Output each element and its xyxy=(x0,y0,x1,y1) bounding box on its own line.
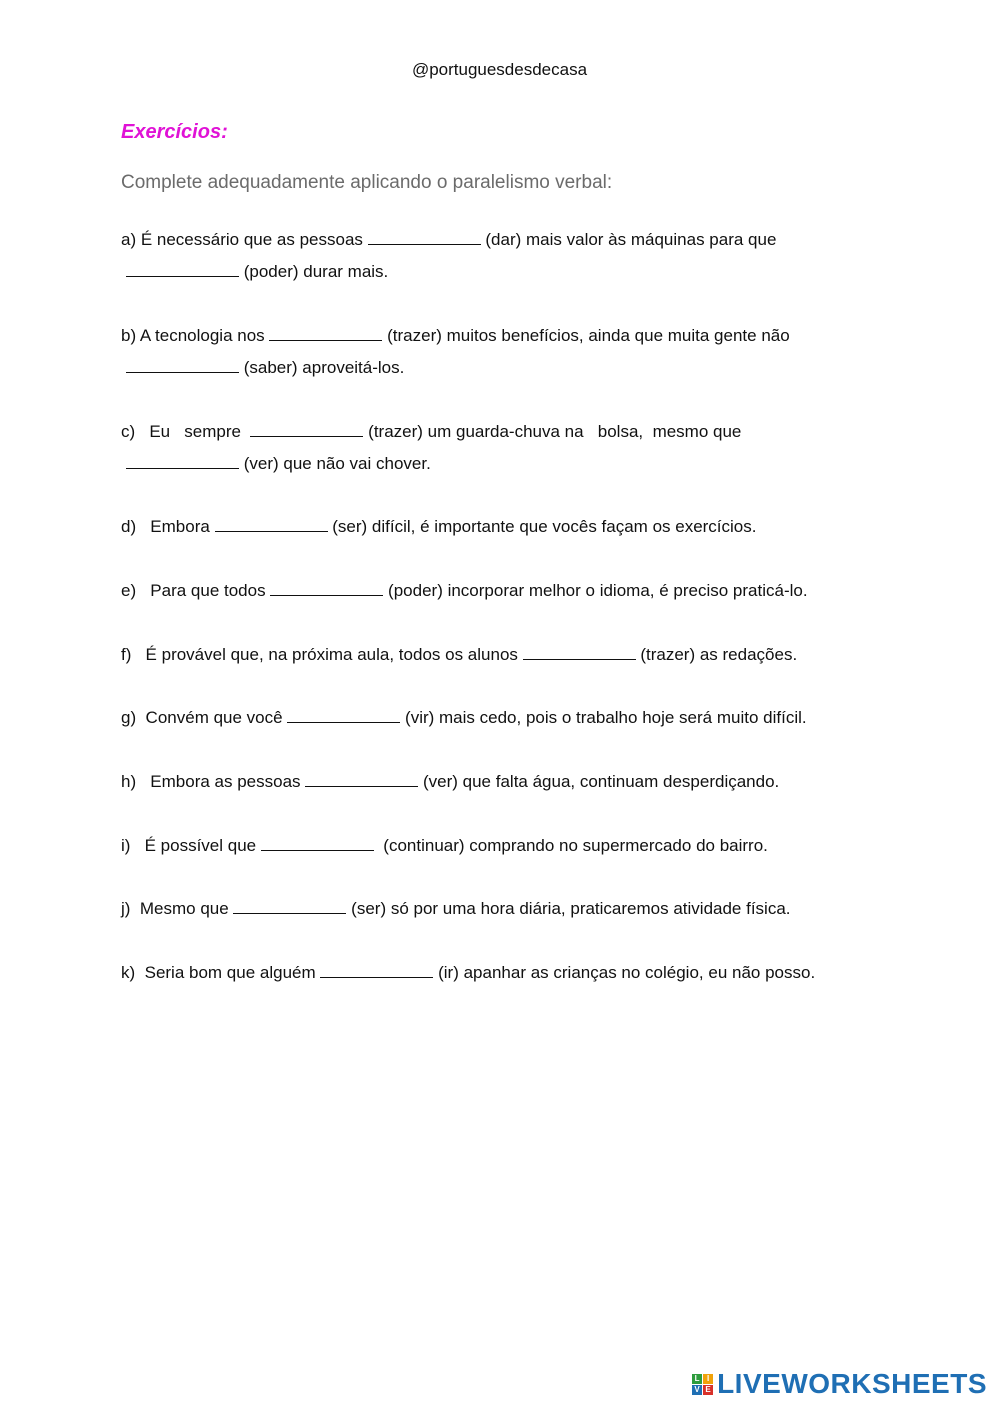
blank-d[interactable] xyxy=(215,517,328,532)
exercise-e-text-2: (poder) incorporar melhor o idioma, é preciso praticá-lo. xyxy=(383,581,808,600)
section-title: Exercícios: xyxy=(121,121,228,143)
blank-a-2[interactable] xyxy=(126,262,239,277)
blank-c-1[interactable] xyxy=(250,422,363,437)
exercise-b-text: b) A tecnologia nos xyxy=(121,326,270,345)
exercise-j xyxy=(121,899,791,919)
exercise-h-text-2: (ver) que falta água, continuam desperdiçando. xyxy=(418,772,780,791)
blank-e[interactable] xyxy=(270,581,383,596)
exercise-j-text: j) Mesmo que xyxy=(121,899,234,918)
exercise-h-text: h) Embora as pessoas xyxy=(121,772,306,791)
exercise-d-text-2: (ser) difícil, é importante que vocês façam os exercícios. xyxy=(327,517,757,536)
exercise-c-line-2 xyxy=(126,454,431,474)
exercise-i-text-2: (continuar) comprando no supermercado do bairro. xyxy=(373,836,768,855)
blank-i[interactable] xyxy=(261,836,374,851)
logo-letter-v: V xyxy=(692,1385,702,1395)
blank-a-1[interactable] xyxy=(368,230,481,245)
logo-letter-e: E xyxy=(703,1385,713,1395)
exercise-j-text-2: (ser) só por uma hora diária, praticaremos atividade física. xyxy=(346,899,791,918)
exercise-k-text: k) Seria bom que alguém xyxy=(121,963,321,982)
exercise-c-line-1 xyxy=(121,422,741,442)
exercise-f xyxy=(121,645,797,665)
liveworksheets-logo xyxy=(692,1368,987,1400)
exercise-b-text-3: (saber) aproveitá-los. xyxy=(239,358,405,377)
exercise-i xyxy=(121,836,768,856)
liveworksheets-wordmark: LIVEWORKSHEETS xyxy=(717,1368,987,1399)
instruction-text: Complete adequadamente aplicando o paralelismo verbal: xyxy=(121,172,613,193)
blank-j[interactable] xyxy=(233,899,346,914)
exercise-e-text: e) Para que todos xyxy=(121,581,271,600)
blank-k[interactable] xyxy=(320,963,433,978)
blank-f[interactable] xyxy=(523,645,636,660)
exercise-k-text-2: (ir) apanhar as crianças no colégio, eu não posso. xyxy=(433,963,816,982)
exercise-k xyxy=(121,963,815,983)
exercise-a-text: a) É necessário que as pessoas xyxy=(121,230,368,249)
blank-c-2[interactable] xyxy=(126,454,239,469)
exercise-a-text-2: (dar) mais valor às máquinas para que xyxy=(480,230,777,249)
exercise-a-text-3: (poder) durar mais. xyxy=(239,262,389,281)
exercise-d-text: d) Embora xyxy=(121,517,215,536)
blank-b-1[interactable] xyxy=(269,326,382,341)
exercise-f-text-2: (trazer) as redações. xyxy=(635,645,798,664)
exercise-g-text: g) Convém que você xyxy=(121,708,288,727)
blank-h[interactable] xyxy=(305,772,418,787)
liveworksheets-icon xyxy=(692,1374,713,1395)
exercise-b-line-2 xyxy=(126,358,404,378)
exercise-b-line-1 xyxy=(121,326,790,346)
exercise-e xyxy=(121,581,808,601)
exercise-a-line-2 xyxy=(126,262,388,282)
logo-letter-i: I xyxy=(703,1374,713,1384)
exercise-i-text: i) É possível que xyxy=(121,836,261,855)
page-handle: @portuguesdesdecasa xyxy=(411,60,588,79)
exercise-c-text: c) Eu sempre xyxy=(121,422,251,441)
exercise-c-text-2: (trazer) um guarda-chuva na bolsa, mesmo que xyxy=(363,422,742,441)
exercise-b-text-2: (trazer) muitos benefícios, ainda que muita gente não xyxy=(382,326,790,345)
exercise-g-text-2: (vir) mais cedo, pois o trabalho hoje será muito difícil. xyxy=(400,708,807,727)
blank-b-2[interactable] xyxy=(126,358,239,373)
blank-g[interactable] xyxy=(287,708,400,723)
exercise-a-line-1 xyxy=(121,230,776,250)
exercise-h xyxy=(121,772,779,792)
exercise-f-text: f) É provável que, na próxima aula, todos os alunos xyxy=(121,645,523,664)
exercise-d xyxy=(121,517,757,537)
exercise-c-text-3: (ver) que não vai chover. xyxy=(239,454,431,473)
logo-letter-l: L xyxy=(692,1374,702,1384)
exercise-g xyxy=(121,708,807,728)
